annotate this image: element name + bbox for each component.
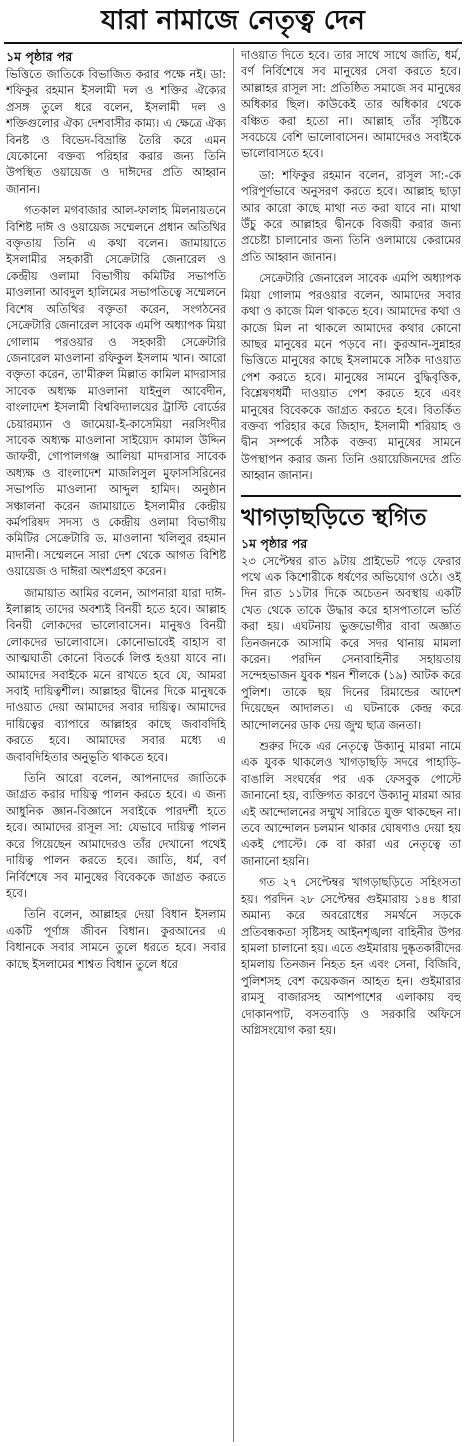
body-paragraph: ডা: শফিকুর রহমান বলেন, রাসূল সা:-কে পরিপূর্ণভাবে অনুসরণ করতে হবে। আল্লাহ ছাড়া আর কারো কাছে মাথা নত করা যাবে না। মাথা উঁচু করে আল্লাহর দ্বীনকে বিজয়ী করার জন্য প্রচেষ্টা চালানোর জন্য তিনি ওলামায়ে কেরামের প্রতি আহ্বান জানান। bbox=[241, 168, 461, 264]
body-paragraph: তিনি বলেন, আল্লাহর দেয়া বিধান ইসলাম একটি পূর্ণাঙ্গ জীবন বিধান। কুরআনের এ বিধানকে সবার সামনে তুলে ধরতে হবে। সবার কাছে ইসলামের শাশ্বত বিধান তুলে ধরে bbox=[6, 908, 226, 971]
second-article-headline: খাগড়াছড়িতে স্থগিত bbox=[241, 504, 427, 531]
body-paragraph: শুরুর দিকে এর নেতৃত্বে উক্যানু মারমা নামে এক যুবক থাকলেও খাগড়াছড়ি সদরে পাহাড়ি-বাঙালি সংঘর্ষের পর এক ফেসবুক পোস্টে জানানো হয়, ব্যক্তিগত কারণে উক্যানু মারমা আর এই আন্দোলনের সম্মুখ সারিতে যুক্ত থাকছেন না। তবে আন্দোলন চলমান থাকার ঘোষণাও দেয়া হয় একই পোস্টে। কে বা কারা এর নেতৃত্বে তা জানানো হয়নি। bbox=[241, 740, 461, 868]
body-paragraph: গতকাল মগবাজার আল-ফালাহ মিলনায়তনে বিশিষ্ট দাঈ ও ওয়ায়েজ সম্মেলনে প্রধান অতিথির বক্তৃতায় তিনি এ কথা বলেন। জামায়াতে ইসলামীর সহকারী সেক্রেটারি জেনারেল ও কেন্দ্রীয় ওলামা বিভাগীয় কমিটির সভাপতি মাওলানা আবদুল হালিমের সভাপতিত্বে সম্মেলনে বিশেষ অতিথির বক্তৃতা করেন, সংগঠনের সেক্রেটারি জেনারেল সাবেক এমপি অধ্যাপক মিয়া গোলাম পরওয়ার ও সহকারী সেক্রেটারি জেনারেল মাওলানা রফিকুল ইসলাম খান। আরো বক্তৃতা করেন, তা'মীরুল মিল্লাত কামিল মাদরাসার সাবেক অধ্যক্ষ মাওলানা যাইনুল আবেদীন, বাংলাদেশ ইসলামী বিশ্ববিদ্যালয়ের ট্রাস্টি বোর্ডের চেয়ারম্যান ও জামেয়া-ই-কাসেমিয়া নরসিংদীর সাবেক অধ্যক্ষ মাওলানা সাইয়্যেদ কামাল উদ্দিন জাফরী, গোপালগঞ্জ আলিয়া মাদরাসার সাবেক অধ্যক্ষ ও বাংলাদেশ মাজলিসুল মুফাসসিরিনের সভাপতি মাওলানা আব্দুল হামিদ। অনুষ্ঠান সঞ্চালনা করেন জামায়াতে ইসলামীর কেন্দ্রীয় কর্মপরিষদ সদস্য ও কেন্দ্রীয় ওলামা বিভাগীয় কমিটির সেক্রেটারি ড. মাওলানা খলিলুর রহমান মাদানী। সম্মেলনে সারা দেশ থেকে আগত বিশিষ্ট ওয়ায়েজ ও দাঈরা অংশগ্রহণ করেন। bbox=[6, 204, 226, 579]
body-paragraph: তিনি আরো বলেন, আপনাদের জাতিকে জাগ্রত করার দায়িত্ব পালন করতে হবে। এ জন্য আধুনিক জ্ঞান-বিজ্ঞানে সবাইকে পারদর্শী হতে হবে। আমাদের রাসূল সা: যেভাবে দায়িত্ব পালন করে গিয়েছেন আমাদেরও তাঁর দেখানো পথেই দায়িত্ব পালন করতে হবে। জাতি, ধর্ম, বর্ণ নির্বিশেষে সব মানুষের বিবেককে জাগ্রত করতে হবে। bbox=[6, 772, 226, 900]
section-divider bbox=[241, 495, 461, 497]
column-divider bbox=[233, 48, 234, 1442]
body-paragraph: সেক্রেটারি জেনারেল সাবেক এমপি অধ্যাপক মিয়া গোলাম পরওয়ার বলেন, আমাদের সবার কথা ও কাজে মিল থাকতে হবে। আমাদের কথা ও কাজে মিল না থাকলে আমাদের কথার কোনো আছর মানুষের মনে পড়বে না। কুরআন-সুন্নাহর ভিত্তিতে মানুষের কাছে ইসলামকে সঠিক দাওয়াত পেশ করতে হবে। মানুষের সামনে বুদ্ধিবৃত্তিক, বিশ্লেষণধর্মী দাওয়াত পেশ করতে হবে এবং মানুষের বিবেককে জাগ্রত করতে হবে। বিতর্কিত বক্তব্য পরিহার করে জিহাদ, ইসলামী শরিয়াহ ও দ্বীন সম্পর্কে সঠিক বক্তব্য মানুষের সামনে উপস্থাপন করার জন্য তিনি ওয়ায়েজিনদের প্রতি আহ্বান জানান। bbox=[241, 272, 461, 483]
body-paragraph: জামায়াত আমির বলেন, আপনারা যারা দাঈ-ইলাল্লাহ তাদের অবশ্যই বিনয়ী হতে হবে। আল্লাহ বিনয়ী লোকদের ভালোবাসেন। মানুষও বিনয়ী লোকদের ভালোবাসে। কোনোভাবেই বাহাস বা আত্মঘাতী কোনো বিতর্কে লিপ্ত হওয়া যাবে না। আমাদের সবাইকে মনে রাখতে হবে যে, আমরা সবাই দায়িত্বশীল। আল্লাহর দ্বীনের দিকে মানুষকে দাওয়াত দেয়া আমাদের সবার দায়িত্ব। আমাদের দায়িত্বের ব্যাপারে আল্লাহর কাছে জবাবদিহি করতে হবে। আমাদের সবার মধ্যে এ জবাবদিহিতার অনুভূতি থাকতে হবে। bbox=[6, 586, 226, 764]
continued-from-label: ১ম পৃষ্ঠার পর bbox=[6, 49, 73, 64]
body-paragraph: দাওয়াত দিতে হবে। তার সাথে সাথে জাতি, ধর্ম, বর্ণ নির্বিশেষে সব মানুষের সেবা করতে হবে। আল্লাহর রাসূল সা: প্রতিষ্ঠিত সমাজে সব মানুষের অধিকার ছিল। কাউকেই তার অধিকার থেকে বঞ্চিত করা হতো না। আল্লাহ তাঁর সৃষ্টিকে সবচেয়ে বেশি ভালোবাসেন। আমাদেরও সবাইকে ভালোবাসতে হবে। bbox=[241, 49, 461, 161]
right-column bbox=[241, 48, 461, 1442]
continued-from-label: ১ম পৃষ্ঠার পর bbox=[241, 535, 308, 551]
article-headline: যারা নামাজে নেতৃত্ব দেন bbox=[101, 5, 365, 36]
headline-rule bbox=[4, 42, 462, 44]
body-paragraph: ২৩ সেপ্টেম্বর রাত ৯টায় প্রাইভেট পড়ে ফেরার পথে এক কিশোরীকে ধর্ষণের অভিযোগ ওঠে। ওই দিন রাত ১১টার দিকে অচেতন অবস্থায় একটি খেত থেকে তাকে উদ্ধার করে হাসপাতালে ভর্তি করা হয়। এঘটনায় ভুক্তভোগীর বাবা অজ্ঞাত তিনজনকে আসামি করে সদর থানায় মামলা করেন। পরদিন সেনাবাহিনীর সহায়তায় সন্দেহভাজন যুবক শয়ন শীলকে (১৯) আটক করে পুলিশ। তাকে ছয় দিনের রিমান্ডের আদেশ দিয়েছেন আদালত। এ ঘটনাকে কেন্দ্র করে আন্দোলনের ডাক দেয় জুম্ম ছাত্র জনতা। bbox=[241, 554, 461, 732]
left-column bbox=[6, 48, 226, 1442]
body-paragraph: ভিত্তিতে জাতিকে বিভাজিত করার পক্ষে নই। ডা: শফিকুর রহমান ইসলামী দল ও শক্তির ঐক্যের প্রসঙ্গ তুলে ধরে বলেন, ইসলামী দল ও শক্তিগুলোর ঐক্য দেশবাসীর কাম্য। এ ক্ষেত্রে ঐক্য বিনষ্ট ও বিভেদ-বিভ্রান্তি তৈরি করে এমন যেকোনো বক্তব্য পরিহার করার জন্য তিনি উপস্থিত ওয়ায়েজ ও দাঈদের প্রতি আহ্বান জানান। bbox=[6, 68, 226, 196]
body-paragraph: গত ২৭ সেপ্টেম্বর খাগড়াছড়িতে সহিংসতা হয়। পরদিন ২৮ সেপ্টেম্বর গুইমারায় ১৪৪ ধারা অমান্য করে অবরোধের সমর্থনে সড়কে প্রতিবন্ধকতা সৃষ্টিসহ আইনশৃঙ্খলা বাহিনীর উপর হামলা চালানো হয়। এতে গুইমারায় দুষ্কৃতকারীদের হামলায় তিনজন নিহত হন এবং সেনা, বিজিবি, পুলিশসহ বেশ কয়েকজন আহত হন। গুইমারার রামসু বাজারসহ আশপাশের এলাকায় বহু দোকানপাট, বসতবাড়ি ও সরকারি অফিসে অগ্নিসংযোগ করা হয়। bbox=[241, 876, 461, 1037]
